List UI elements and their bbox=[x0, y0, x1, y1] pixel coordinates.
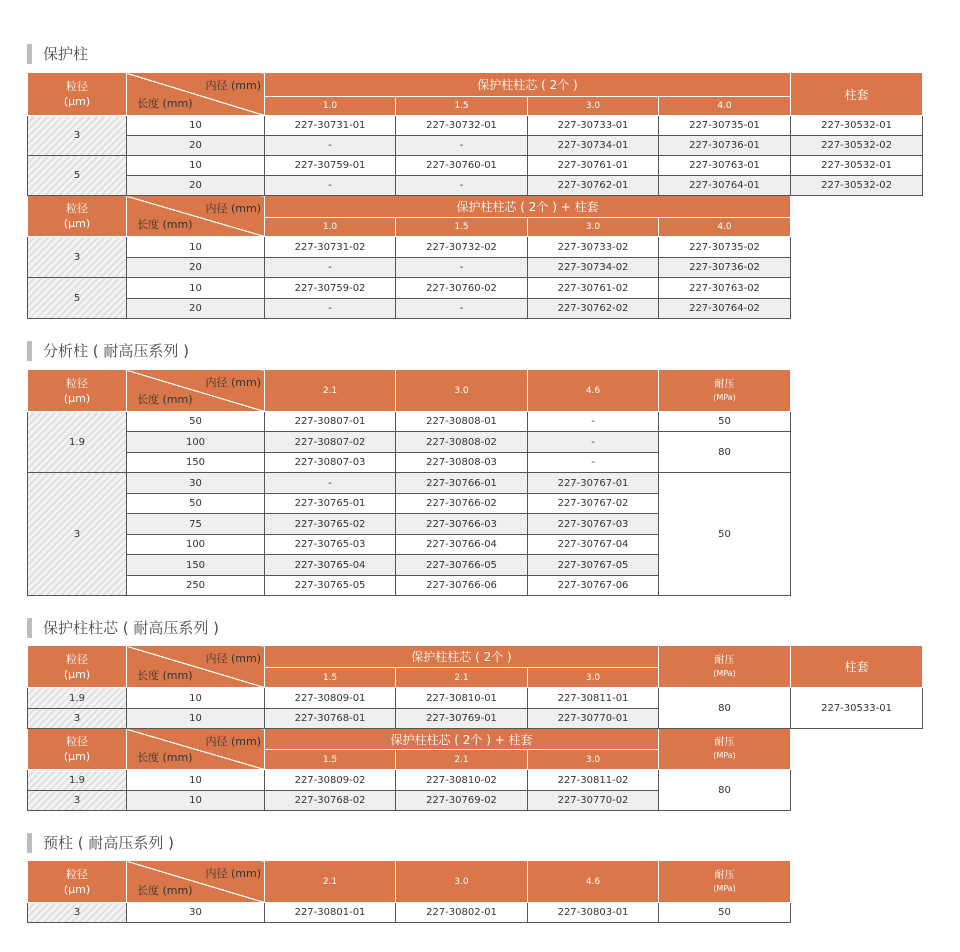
pressure-cell: 50 bbox=[659, 473, 791, 596]
header-group: 保护柱柱芯 ( 2个 ) + 柱套 bbox=[265, 196, 791, 218]
table-row bbox=[28, 156, 923, 176]
length-cell: 50 bbox=[127, 494, 265, 514]
part-number-cell: - bbox=[265, 258, 396, 278]
length-cell: 30 bbox=[127, 903, 265, 923]
part-number-cell: 227-30732-02 bbox=[396, 237, 528, 258]
part-number-cell: 227-30733-01 bbox=[528, 116, 659, 136]
length-cell: 20 bbox=[127, 258, 265, 278]
header-length: 长度 (mm) bbox=[137, 218, 193, 231]
section-title-analytical-column: 分析柱 ( 耐高压系列 ) bbox=[27, 341, 189, 361]
part-number-cell: 227-30732-01 bbox=[396, 116, 528, 136]
header-inner-diameter: 内径 (mm) bbox=[205, 79, 261, 92]
part-number-cell: 227-30811-01 bbox=[528, 688, 659, 709]
header-length: 长度 (mm) bbox=[137, 393, 193, 406]
header-pressure: 耐压 (MPa) bbox=[659, 646, 791, 688]
length-cell: 10 bbox=[127, 688, 265, 709]
pressure-cell: 80 bbox=[659, 770, 791, 811]
header-pressure: 耐压 (MPa) bbox=[659, 370, 791, 412]
part-number-cell: 227-30810-01 bbox=[396, 688, 528, 709]
length-cell: 75 bbox=[127, 514, 265, 535]
header-length: 长度 (mm) bbox=[137, 97, 193, 110]
part-number-cell: 227-30765-03 bbox=[265, 535, 396, 555]
part-number-cell: 227-30768-01 bbox=[265, 709, 396, 729]
part-number-cell: 227-30808-01 bbox=[396, 412, 528, 432]
pressure-cell: 80 bbox=[659, 688, 791, 729]
length-cell: 150 bbox=[127, 555, 265, 576]
header-group: 保护柱柱芯 ( 2个 ) + 柱套 bbox=[265, 729, 659, 750]
pressure-cell: 50 bbox=[659, 903, 791, 923]
length-cell: 10 bbox=[127, 791, 265, 811]
pressure-cell: 80 bbox=[659, 432, 791, 473]
header-diameter: 1.5 bbox=[265, 668, 396, 688]
part-number-cell: 227-30769-02 bbox=[396, 791, 528, 811]
part-number-cell: 227-30767-02 bbox=[528, 494, 659, 514]
length-cell: 10 bbox=[127, 278, 265, 299]
particle-size-cell: 1.9 bbox=[28, 412, 127, 473]
header-diameter: 2.1 bbox=[265, 861, 396, 903]
part-number-cell: 227-30765-01 bbox=[265, 494, 396, 514]
particle-size-cell: 3 bbox=[28, 237, 127, 278]
part-number-cell: 227-30765-04 bbox=[265, 555, 396, 576]
pre-column-table bbox=[27, 860, 791, 923]
header-holder: 柱套 bbox=[791, 73, 923, 116]
table-row bbox=[28, 116, 923, 136]
header-particle-size: 粒径 (µm) bbox=[28, 646, 127, 688]
part-number-cell: 227-30761-01 bbox=[528, 156, 659, 176]
part-number-cell: 227-30766-01 bbox=[396, 473, 528, 494]
length-cell: 10 bbox=[127, 709, 265, 729]
part-number-cell: 227-30770-02 bbox=[528, 791, 659, 811]
part-number-cell: 227-30731-02 bbox=[265, 237, 396, 258]
header-diameter: 3.0 bbox=[528, 668, 659, 688]
header-diameter: 2.1 bbox=[265, 370, 396, 412]
part-number-cell: 227-30766-06 bbox=[396, 576, 528, 596]
part-number-cell: 227-30735-02 bbox=[659, 237, 791, 258]
header-diagonal-cell bbox=[127, 370, 265, 412]
particle-size-cell: 1.9 bbox=[28, 688, 127, 709]
header-inner-diameter: 内径 (mm) bbox=[205, 735, 261, 748]
part-number-cell: 227-30759-02 bbox=[265, 278, 396, 299]
length-cell: 10 bbox=[127, 156, 265, 176]
header-diagonal-cell bbox=[127, 729, 265, 770]
part-number-cell: 227-30766-05 bbox=[396, 555, 528, 576]
part-number-cell: 227-30808-02 bbox=[396, 432, 528, 453]
holder-cell: 227-30532-01 bbox=[791, 116, 923, 136]
header-particle-size: 粒径 (µm) bbox=[28, 861, 127, 903]
particle-size-cell: 5 bbox=[28, 156, 127, 196]
header-diagonal-cell bbox=[127, 646, 265, 688]
part-number-cell: 227-30731-01 bbox=[265, 116, 396, 136]
part-number-cell: 227-30735-01 bbox=[659, 116, 791, 136]
length-cell: 10 bbox=[127, 116, 265, 136]
guard-column-table bbox=[27, 72, 923, 319]
part-number-cell: 227-30807-01 bbox=[265, 412, 396, 432]
part-number-cell: - bbox=[265, 176, 396, 196]
header-inner-diameter: 内径 (mm) bbox=[205, 376, 261, 389]
table-row bbox=[28, 412, 791, 432]
header-length: 长度 (mm) bbox=[137, 751, 193, 764]
table-row bbox=[28, 176, 923, 196]
part-number-cell: 227-30767-03 bbox=[528, 514, 659, 535]
length-cell: 10 bbox=[127, 770, 265, 791]
length-cell: 10 bbox=[127, 237, 265, 258]
table-row bbox=[28, 903, 791, 923]
part-number-cell: 227-30763-02 bbox=[659, 278, 791, 299]
header-diameter: 3.0 bbox=[396, 861, 528, 903]
part-number-cell: 227-30768-02 bbox=[265, 791, 396, 811]
part-number-cell: - bbox=[528, 432, 659, 453]
part-number-cell: 227-30734-01 bbox=[528, 136, 659, 156]
part-number-cell: 227-30811-02 bbox=[528, 770, 659, 791]
header-diameter: 1.0 bbox=[265, 218, 396, 237]
part-number-cell: 227-30802-01 bbox=[396, 903, 528, 923]
table-row bbox=[28, 473, 791, 494]
part-number-cell: 227-30760-02 bbox=[396, 278, 528, 299]
part-number-cell: 227-30734-02 bbox=[528, 258, 659, 278]
part-number-cell: 227-30808-03 bbox=[396, 453, 528, 473]
holder-cell: 227-30532-02 bbox=[791, 176, 923, 196]
header-particle-size: 粒径 (µm) bbox=[28, 196, 127, 237]
part-number-cell: 227-30809-01 bbox=[265, 688, 396, 709]
part-number-cell: 227-30765-02 bbox=[265, 514, 396, 535]
header-diameter: 4.6 bbox=[528, 370, 659, 412]
header-diagonal-cell bbox=[127, 861, 265, 903]
part-number-cell: 227-30762-01 bbox=[528, 176, 659, 196]
header-length: 长度 (mm) bbox=[137, 884, 193, 897]
section-title-guard-cartridge: 保护柱柱芯 ( 耐高压系列 ) bbox=[27, 618, 219, 638]
part-number-cell: 227-30733-02 bbox=[528, 237, 659, 258]
part-number-cell: 227-30760-01 bbox=[396, 156, 528, 176]
part-number-cell: 227-30767-05 bbox=[528, 555, 659, 576]
header-particle-size: 粒径 (µm) bbox=[28, 370, 127, 412]
header-pressure: 耐压 (MPa) bbox=[659, 861, 791, 903]
particle-size-cell: 3 bbox=[28, 791, 127, 811]
part-number-cell: 227-30762-02 bbox=[528, 299, 659, 319]
part-number-cell: - bbox=[265, 299, 396, 319]
particle-size-cell: 5 bbox=[28, 278, 127, 319]
part-number-cell: 227-30767-06 bbox=[528, 576, 659, 596]
particle-size-cell: 3 bbox=[28, 709, 127, 729]
part-number-cell: 227-30764-02 bbox=[659, 299, 791, 319]
holder-cell: 227-30532-01 bbox=[791, 156, 923, 176]
particle-size-cell: 1.9 bbox=[28, 770, 127, 791]
part-number-cell: - bbox=[396, 299, 528, 319]
part-number-cell: - bbox=[396, 136, 528, 156]
part-number-cell: - bbox=[265, 136, 396, 156]
header-diagonal-cell bbox=[127, 196, 265, 237]
table-row bbox=[28, 432, 791, 453]
header-diameter: 4.0 bbox=[659, 97, 791, 116]
header-particle-size: 粒径 (µm) bbox=[28, 729, 127, 770]
part-number-cell: 227-30809-02 bbox=[265, 770, 396, 791]
part-number-cell: 227-30801-01 bbox=[265, 903, 396, 923]
header-diameter: 3.0 bbox=[528, 97, 659, 116]
table-row bbox=[28, 258, 923, 278]
holder-cell: 227-30533-01 bbox=[791, 688, 923, 729]
section-title-pre-column: 预柱 ( 耐高压系列 ) bbox=[27, 833, 174, 853]
header-pressure: 耐压 (MPa) bbox=[659, 729, 791, 770]
header-inner-diameter: 内径 (mm) bbox=[205, 652, 261, 665]
part-number-cell: - bbox=[396, 176, 528, 196]
part-number-cell: - bbox=[528, 453, 659, 473]
length-cell: 250 bbox=[127, 576, 265, 596]
analytical-column-table bbox=[27, 369, 791, 596]
header-diameter: 3.0 bbox=[528, 218, 659, 237]
table-row bbox=[28, 278, 923, 299]
part-number-cell: 227-30766-02 bbox=[396, 494, 528, 514]
part-number-cell: 227-30759-01 bbox=[265, 156, 396, 176]
header-diameter: 4.6 bbox=[528, 861, 659, 903]
length-cell: 20 bbox=[127, 136, 265, 156]
part-number-cell: 227-30736-02 bbox=[659, 258, 791, 278]
section-title-guard-column: 保护柱 bbox=[27, 44, 88, 64]
header-inner-diameter: 内径 (mm) bbox=[205, 867, 261, 880]
header-diameter: 3.0 bbox=[396, 370, 528, 412]
part-number-cell: 227-30769-01 bbox=[396, 709, 528, 729]
header-diameter: 1.5 bbox=[396, 97, 528, 116]
table-row bbox=[28, 299, 923, 319]
header-diagonal-cell bbox=[127, 73, 265, 116]
part-number-cell: 227-30764-01 bbox=[659, 176, 791, 196]
part-number-cell: - bbox=[265, 473, 396, 494]
header-diameter: 1.5 bbox=[396, 218, 528, 237]
part-number-cell: 227-30807-03 bbox=[265, 453, 396, 473]
header-holder: 柱套 bbox=[791, 646, 923, 688]
header-diameter: 2.1 bbox=[396, 750, 528, 770]
length-cell: 20 bbox=[127, 176, 265, 196]
particle-size-cell: 3 bbox=[28, 473, 127, 596]
length-cell: 50 bbox=[127, 412, 265, 432]
header-diameter: 1.5 bbox=[265, 750, 396, 770]
length-cell: 100 bbox=[127, 432, 265, 453]
length-cell: 150 bbox=[127, 453, 265, 473]
part-number-cell: 227-30766-04 bbox=[396, 535, 528, 555]
header-diameter: 4.0 bbox=[659, 218, 791, 237]
header-diameter: 1.0 bbox=[265, 97, 396, 116]
table-row bbox=[28, 237, 923, 258]
header-diameter: 2.1 bbox=[396, 668, 528, 688]
part-number-cell: - bbox=[528, 412, 659, 432]
particle-size-cell: 3 bbox=[28, 116, 127, 156]
table-row bbox=[28, 770, 923, 791]
length-cell: 20 bbox=[127, 299, 265, 319]
guard-cartridge-table bbox=[27, 645, 923, 811]
part-number-cell: 227-30766-03 bbox=[396, 514, 528, 535]
length-cell: 100 bbox=[127, 535, 265, 555]
part-number-cell: 227-30803-01 bbox=[528, 903, 659, 923]
header-group: 保护柱柱芯 ( 2个 ) bbox=[265, 73, 791, 97]
part-number-cell: 227-30770-01 bbox=[528, 709, 659, 729]
part-number-cell: 227-30810-02 bbox=[396, 770, 528, 791]
header-group: 保护柱柱芯 ( 2个 ) bbox=[265, 646, 659, 668]
header-diameter: 3.0 bbox=[528, 750, 659, 770]
header-inner-diameter: 内径 (mm) bbox=[205, 202, 261, 215]
particle-size-cell: 3 bbox=[28, 903, 127, 923]
part-number-cell: 227-30765-05 bbox=[265, 576, 396, 596]
header-particle-size: 粒径 (µm) bbox=[28, 73, 127, 116]
part-number-cell: 227-30761-02 bbox=[528, 278, 659, 299]
pressure-cell: 50 bbox=[659, 412, 791, 432]
part-number-cell: 227-30767-01 bbox=[528, 473, 659, 494]
table-row bbox=[28, 136, 923, 156]
table-row bbox=[28, 688, 923, 709]
part-number-cell: - bbox=[396, 258, 528, 278]
part-number-cell: 227-30767-04 bbox=[528, 535, 659, 555]
holder-cell: 227-30532-02 bbox=[791, 136, 923, 156]
part-number-cell: 227-30807-02 bbox=[265, 432, 396, 453]
header-length: 长度 (mm) bbox=[137, 669, 193, 682]
part-number-cell: 227-30736-01 bbox=[659, 136, 791, 156]
length-cell: 30 bbox=[127, 473, 265, 494]
part-number-cell: 227-30763-01 bbox=[659, 156, 791, 176]
